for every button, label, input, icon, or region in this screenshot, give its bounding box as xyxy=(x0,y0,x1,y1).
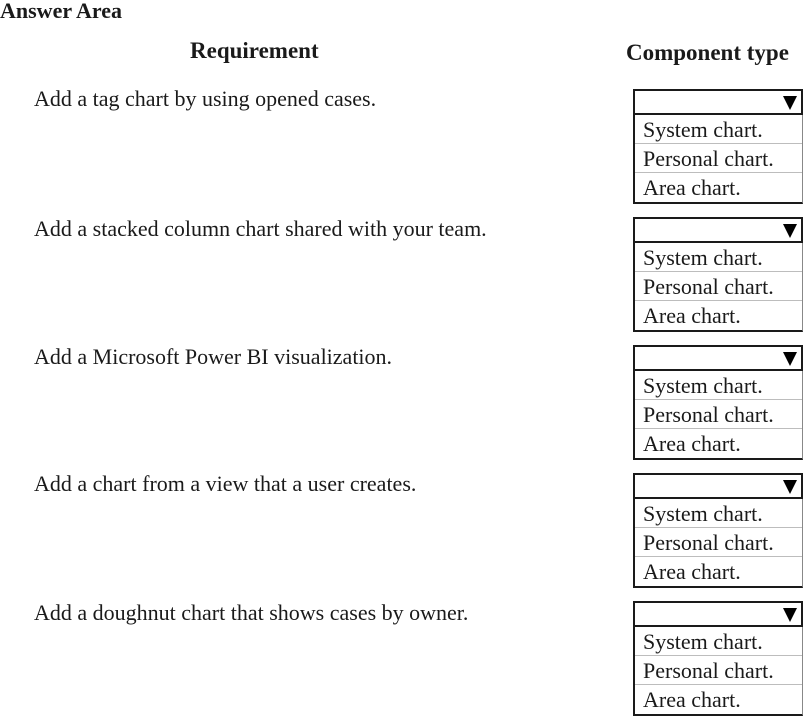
requirement-text: Add a tag chart by using opened cases. xyxy=(34,86,377,111)
dropdown-option-system-chart[interactable]: System chart. xyxy=(635,371,802,400)
dropdown-option-area-chart[interactable]: Area chart. xyxy=(643,559,741,584)
requirement-column-header: Requirement xyxy=(190,38,319,63)
answer-area-title: Answer Area xyxy=(0,0,123,23)
dropdown-option-personal-chart[interactable]: Personal chart. xyxy=(635,144,802,173)
dropdown-select-box[interactable] xyxy=(633,601,803,627)
dropdown-select-box[interactable] xyxy=(633,89,803,115)
dropdown-options-list xyxy=(633,627,803,716)
component-type-dropdown xyxy=(633,601,803,716)
dropdown-select-box[interactable] xyxy=(633,473,803,499)
dropdown-option-personal-chart[interactable]: Personal chart. xyxy=(635,400,802,429)
dropdown-option-system-chart[interactable]: System chart. xyxy=(635,115,802,144)
component-type-dropdown xyxy=(633,473,803,588)
dropdown-option-area-chart[interactable]: Area chart. xyxy=(643,175,741,200)
dropdown-options-list xyxy=(633,499,803,588)
dropdown-option-system-chart[interactable]: System chart. xyxy=(635,243,802,272)
dropdown-arrow-icon[interactable] xyxy=(783,352,797,366)
requirement-text: Add a stacked column chart shared with your team. xyxy=(34,216,487,241)
dropdown-option-system-chart[interactable]: System chart. xyxy=(635,627,802,656)
dropdown-arrow-icon[interactable] xyxy=(783,96,797,110)
dropdown-options-list xyxy=(633,115,803,204)
dropdown-select-box[interactable] xyxy=(633,217,803,243)
dropdown-option-personal-chart[interactable]: Personal chart. xyxy=(635,272,802,301)
dropdown-option-personal-chart[interactable]: Personal chart. xyxy=(635,656,802,685)
dropdown-option-area-chart[interactable]: Area chart. xyxy=(643,687,741,712)
dropdown-option-area-chart[interactable]: Area chart. xyxy=(643,431,741,456)
dropdown-arrow-icon[interactable] xyxy=(783,608,797,622)
dropdown-option-personal-chart[interactable]: Personal chart. xyxy=(635,528,802,557)
component-type-dropdown xyxy=(633,89,803,204)
dropdown-options-list xyxy=(633,243,803,332)
dropdown-select-box[interactable] xyxy=(633,345,803,371)
dropdown-arrow-icon[interactable] xyxy=(783,480,797,494)
dropdown-options-list xyxy=(633,371,803,460)
dropdown-option-area-chart[interactable]: Area chart. xyxy=(643,303,741,328)
component-type-dropdown xyxy=(633,217,803,332)
dropdown-arrow-icon[interactable] xyxy=(783,224,797,238)
component-type-column-header: Component type xyxy=(626,40,789,65)
component-type-dropdown xyxy=(633,345,803,460)
requirement-text: Add a Microsoft Power BI visualization. xyxy=(34,344,393,369)
requirement-text: Add a chart from a view that a user creates. xyxy=(34,471,417,496)
requirement-text: Add a doughnut chart that shows cases by owner. xyxy=(34,600,469,625)
dropdown-option-system-chart[interactable]: System chart. xyxy=(635,499,802,528)
